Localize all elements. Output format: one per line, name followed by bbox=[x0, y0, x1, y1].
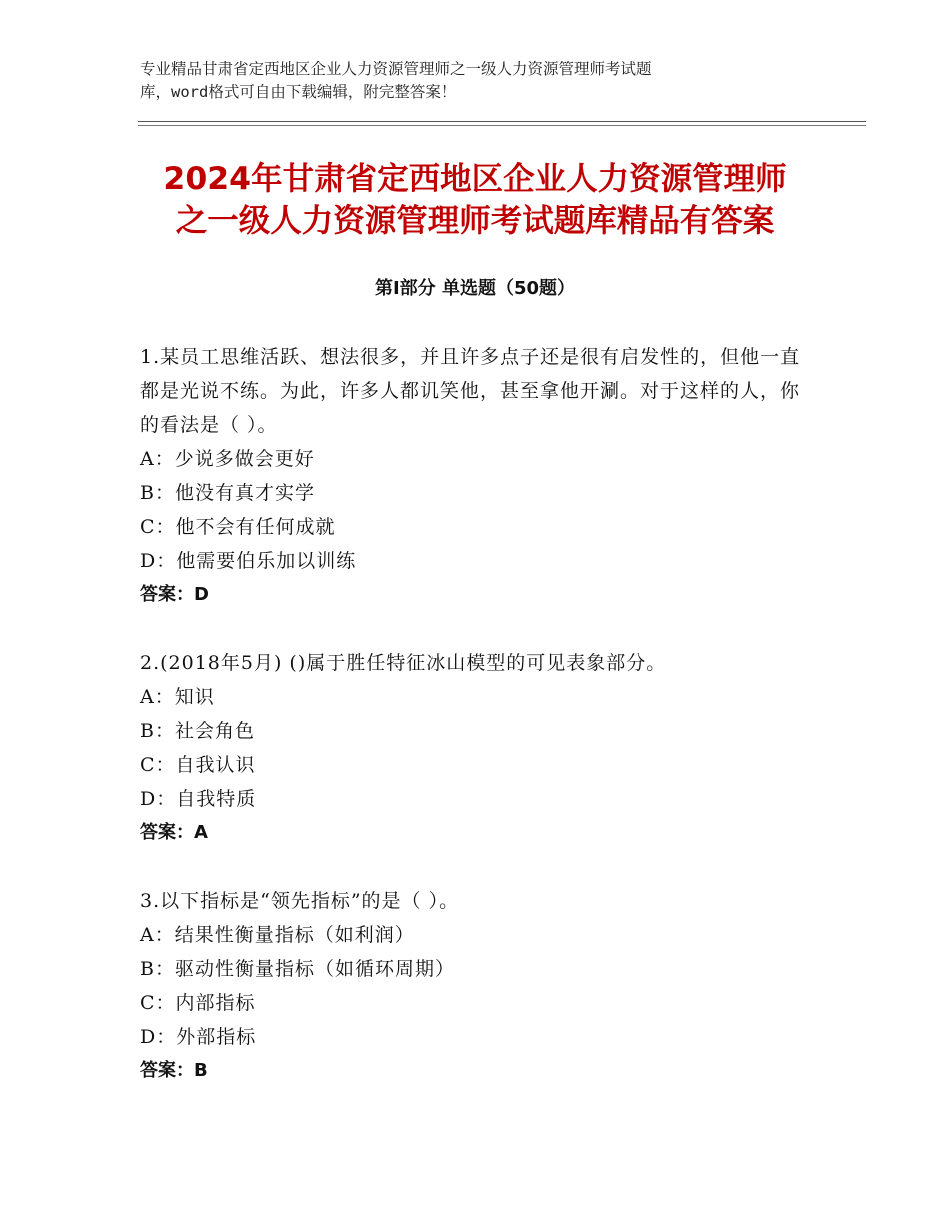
option-b: B：他没有真才实学 bbox=[140, 482, 315, 504]
option-d: D：外部指标 bbox=[140, 1026, 257, 1048]
option-c: C：自我认识 bbox=[140, 754, 256, 776]
option-a: A：知识 bbox=[140, 686, 215, 708]
header-divider bbox=[138, 121, 866, 122]
option-d: D：他需要伯乐加以训练 bbox=[140, 550, 357, 572]
header-note bbox=[140, 58, 820, 104]
option-a: A：结果性衡量指标（如利润） bbox=[140, 924, 415, 946]
section-title: 第Ⅰ部分 单选题（50题） bbox=[374, 278, 575, 299]
option-d: D：自我特质 bbox=[140, 788, 257, 810]
answer: 答案：A bbox=[140, 822, 208, 843]
option-a: A：少说多做会更好 bbox=[140, 448, 315, 470]
question-3 bbox=[140, 884, 810, 1088]
option-c: C：内部指标 bbox=[140, 992, 256, 1014]
question-1 bbox=[140, 340, 810, 612]
header-divider-thin bbox=[138, 125, 866, 126]
question-stem: 2.(2018年5月) ()属于胜任特征冰山模型的可见表象部分。 bbox=[140, 652, 667, 674]
option-b: B：驱动性衡量指标（如循环周期） bbox=[140, 958, 455, 980]
header-note-line-2: 库，word格式可自由下载编辑，附完整答案！ bbox=[140, 83, 457, 101]
answer: 答案：D bbox=[140, 584, 209, 605]
question-stem: 3.以下指标是“领先指标”的是（ ）。 bbox=[140, 890, 460, 912]
option-b: B：社会角色 bbox=[140, 720, 255, 742]
question-list bbox=[140, 340, 810, 1122]
document-title bbox=[100, 158, 850, 242]
header-note-line-1: 专业精品甘肃省定西地区企业人力资源管理师之一级人力资源管理师考试题 bbox=[140, 60, 652, 78]
document-title-line-1: 2024年甘肃省定西地区企业人力资源管理师 bbox=[163, 161, 787, 197]
question-stem: 1.某员工思维活跃、想法很多，并且许多点子还是很有启发性的，但他一直都是光说不练。为此，许多人都讥笑他，甚至拿他开涮。对于这样的人，你的看法是（ ）。 bbox=[140, 346, 801, 436]
document-title-line-2: 之一级人力资源管理师考试题库精品有答案 bbox=[175, 203, 775, 239]
question-2 bbox=[140, 646, 810, 850]
answer: 答案：B bbox=[140, 1060, 208, 1081]
option-c: C：他不会有任何成就 bbox=[140, 516, 336, 538]
